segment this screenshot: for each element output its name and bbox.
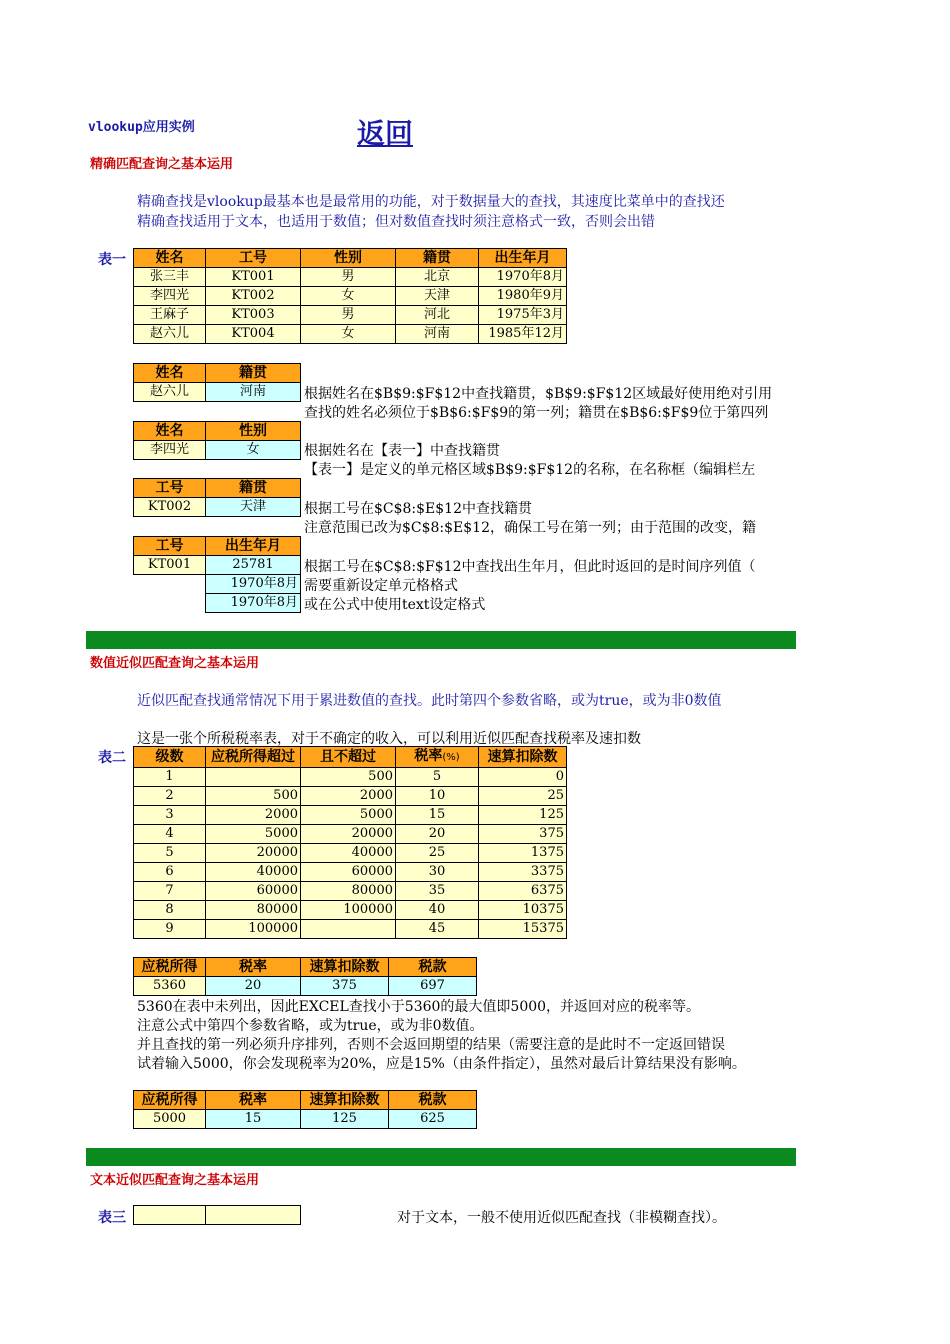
lookup-key-cell[interactable]: 李四光 [134, 441, 206, 460]
table-cell[interactable]: 10 [396, 787, 479, 806]
table-cell[interactable]: 0 [479, 768, 567, 787]
tax-rate-table [133, 746, 567, 939]
table-cell[interactable] [134, 1206, 206, 1225]
numeric-note-3: 并且查找的第一列必须升序排列，否则不会返回期望的结果（需要注意的是此时不一定返回错误 [137, 1037, 725, 1053]
table-cell[interactable]: 1970年8月 [479, 268, 567, 287]
numeric-note-4: 试着输入5000，你会发现税率为20%，应是15%（由条件指定），虽然对最后计算结果没有影响。 [137, 1056, 746, 1072]
table-cell[interactable]: 北京 [396, 268, 479, 287]
table-header-cell[interactable]: 姓名 [134, 364, 206, 383]
table-header-cell[interactable]: 且不超过 [301, 747, 396, 768]
table-cell[interactable] [206, 1206, 301, 1225]
table-cell[interactable]: 河南 [396, 325, 479, 344]
numeric-note-1: 5360在表中未列出，因此EXCEL查找小于5360的最大值即5000，并返回对应的税率等。 [137, 999, 701, 1015]
lookup-name-origin [133, 363, 301, 402]
table-row [134, 882, 567, 901]
table-cell[interactable]: 张三丰 [134, 268, 206, 287]
deduction-result-cell[interactable]: 375 [301, 977, 389, 996]
table-header-cell[interactable]: 姓名 [134, 422, 206, 441]
table-row [134, 901, 567, 920]
table-cell[interactable]: 500 [301, 768, 396, 787]
table-row [134, 268, 567, 287]
numeric-desc-2: 这是一张个所税税率表，对于不确定的收入，可以利用近似匹配查找税率及速扣数 [137, 731, 641, 747]
table-cell[interactable]: 15375 [479, 920, 567, 939]
lookup-name-gender [133, 421, 301, 460]
lookup-result-cell[interactable]: 河南 [206, 383, 301, 402]
table-cell[interactable]: 女 [301, 287, 396, 306]
table-cell[interactable]: 1375 [479, 844, 567, 863]
table-cell[interactable]: 500 [206, 787, 301, 806]
exact-heading: 精确匹配查询之基本运用 [90, 157, 234, 172]
rate-result-cell[interactable]: 15 [206, 1110, 301, 1129]
numeric-note-2: 注意公式中第四个参数省略，或为true，或为非0数值。 [137, 1018, 484, 1034]
table-header-cell[interactable]: 速算扣除数 [479, 747, 567, 768]
rate-unit-text: (%) [442, 752, 460, 763]
table-header-cell[interactable]: 应税所得超过 [206, 747, 301, 768]
sheet-title: vlookup应用实例 [88, 120, 195, 135]
table-cell[interactable]: 40 [396, 901, 479, 920]
table-cell[interactable] [206, 768, 301, 787]
table-header-cell[interactable]: 籍贯 [396, 249, 479, 268]
lookup4-note-2: 需要重新设定单元格格式 [304, 578, 458, 594]
table-row [134, 825, 567, 844]
table-header-cell[interactable]: 工号 [134, 537, 206, 556]
table-cell[interactable]: KT004 [206, 325, 301, 344]
exact-desc-2: 精确查找适用于文本，也适用于数值；但对数值查找时须注意格式一致，否则会出错 [137, 214, 655, 230]
table-header-row [134, 747, 567, 768]
table-cell[interactable]: 25 [396, 844, 479, 863]
table-row [134, 768, 567, 787]
table-cell[interactable]: 5000 [206, 825, 301, 844]
table-cell[interactable]: 25 [479, 787, 567, 806]
table-header-cell[interactable]: 性别 [301, 249, 396, 268]
table-three [133, 1205, 301, 1225]
birth-formatted-cells [205, 574, 301, 613]
tax-calc-table-2 [133, 1090, 477, 1129]
table-cell[interactable] [301, 920, 396, 939]
table2-label: 表二 [98, 750, 126, 766]
exact-desc-1: 精确查找是vlookup最基本也是最常用的功能，对于数据量大的查找，其速度比菜单中的查找还 [137, 194, 725, 210]
rate-header-text: 税率 [414, 748, 443, 764]
numeric-heading: 数值近似匹配查询之基本运用 [90, 656, 260, 671]
lookup-key-cell[interactable]: KT002 [134, 498, 206, 517]
formatted-date-cell[interactable]: 1970年8月 [206, 575, 301, 594]
table3-label: 表三 [98, 1210, 126, 1226]
table-one [133, 248, 567, 344]
table-cell[interactable]: 2 [134, 787, 206, 806]
table-cell[interactable]: 5 [134, 844, 206, 863]
table-header-cell[interactable]: 应税所得 [134, 1091, 206, 1110]
table-header-cell[interactable]: 税率 [206, 1091, 301, 1110]
table-cell[interactable]: 10375 [479, 901, 567, 920]
table-cell[interactable]: 3375 [479, 863, 567, 882]
tax-result-cell[interactable]: 625 [389, 1110, 477, 1129]
table-cell[interactable]: 60000 [301, 863, 396, 882]
table-cell[interactable]: 1985年12月 [479, 325, 567, 344]
table-header-cell[interactable]: 应税所得 [134, 958, 206, 977]
table-row [134, 787, 567, 806]
table-cell[interactable]: 35 [396, 882, 479, 901]
income-input-cell[interactable]: 5000 [134, 1110, 206, 1129]
table-cell[interactable]: 375 [479, 825, 567, 844]
tax-calc-table [133, 957, 477, 996]
lookup4-note-3: 或在公式中使用text设定格式 [304, 597, 486, 613]
table-cell[interactable]: 1 [134, 768, 206, 787]
table-cell[interactable]: 河北 [396, 306, 479, 325]
table-cell[interactable]: 30 [396, 863, 479, 882]
table-cell[interactable]: 80000 [301, 882, 396, 901]
table-cell[interactable]: 3 [134, 806, 206, 825]
table-cell[interactable]: 6 [134, 863, 206, 882]
lookup-id-birth [133, 536, 301, 575]
table-cell[interactable]: 45 [396, 920, 479, 939]
income-input-cell[interactable]: 5360 [134, 977, 206, 996]
table-cell[interactable]: 20000 [206, 844, 301, 863]
text-note: 对于文本，一般不使用近似匹配查找（非模糊查找）。 [397, 1210, 726, 1226]
table-cell[interactable]: 8 [134, 901, 206, 920]
table-header-cell[interactable]: 速算扣除数 [301, 958, 389, 977]
table-cell[interactable]: KT001 [206, 268, 301, 287]
table-header-cell[interactable]: 性别 [206, 422, 301, 441]
lookup3-note-2: 注意范围已改为$C$8:$E$12，确保工号在第一列；由于范围的改变，籍 [304, 520, 756, 536]
table-header-cell[interactable] [396, 747, 479, 768]
table-cell[interactable]: 赵六儿 [134, 325, 206, 344]
table-header-cell[interactable]: 出生年月 [206, 537, 301, 556]
table-header-cell[interactable]: 税率 [206, 958, 301, 977]
table-cell[interactable]: 4 [134, 825, 206, 844]
table-row [134, 863, 567, 882]
lookup-id-origin [133, 478, 301, 517]
table-cell[interactable]: 1975年3月 [479, 306, 567, 325]
table-cell[interactable]: 15 [396, 806, 479, 825]
table-header-row [134, 249, 567, 268]
lookup4-note-1: 根据工号在$C$8:$F$12中查找出生年月，但此时返回的是时间序列值（ [304, 559, 756, 575]
table-cell[interactable]: 125 [479, 806, 567, 825]
table-header-cell[interactable]: 级数 [134, 747, 206, 768]
table-cell[interactable]: 9 [134, 920, 206, 939]
section-divider [86, 1148, 796, 1166]
table-header-cell[interactable]: 工号 [206, 249, 301, 268]
table-cell[interactable]: 20000 [301, 825, 396, 844]
table-cell[interactable]: 1980年9月 [479, 287, 567, 306]
table-cell[interactable]: 女 [301, 325, 396, 344]
table-cell[interactable]: 100000 [206, 920, 301, 939]
table-row [134, 325, 567, 344]
table-cell[interactable]: 40000 [206, 863, 301, 882]
table-header-cell[interactable]: 出生年月 [479, 249, 567, 268]
numeric-desc-1: 近似匹配查找通常情况下用于累进数值的查找。此时第四个参数省略，或为true，或为非0数值 [137, 693, 722, 709]
table-cell[interactable]: KT003 [206, 306, 301, 325]
table-cell[interactable]: 2000 [301, 787, 396, 806]
tax-result-cell[interactable]: 697 [389, 977, 477, 996]
table-row [134, 306, 567, 325]
table-header-cell[interactable]: 速算扣除数 [301, 1091, 389, 1110]
formatted-date-cell[interactable]: 1970年8月 [206, 594, 301, 613]
table-cell[interactable]: 男 [301, 268, 396, 287]
table-cell[interactable]: 20 [396, 825, 479, 844]
table-cell[interactable]: 李四光 [134, 287, 206, 306]
deduction-result-cell[interactable]: 125 [301, 1110, 389, 1129]
table-header-cell[interactable]: 籍贯 [206, 364, 301, 383]
lookup-result-cell[interactable]: 25781 [206, 556, 301, 575]
table-header-cell[interactable]: 姓名 [134, 249, 206, 268]
lookup-result-cell[interactable]: 女 [206, 441, 301, 460]
lookup2-note-2: 【表一】是定义的单元格区域$B$9:$F$12的名称，在名称框（编辑栏左 [304, 462, 756, 478]
table-header-cell[interactable]: 税款 [389, 958, 477, 977]
table-cell[interactable]: 天津 [396, 287, 479, 306]
table-row [134, 844, 567, 863]
table-header-cell[interactable]: 工号 [134, 479, 206, 498]
lookup-key-cell[interactable]: 赵六儿 [134, 383, 206, 402]
table-cell[interactable]: 6375 [479, 882, 567, 901]
lookup2-note-1: 根据姓名在【表一】中查找籍贯 [304, 443, 500, 459]
table-cell[interactable]: 5 [396, 768, 479, 787]
table-cell[interactable]: 100000 [301, 901, 396, 920]
table-cell[interactable]: KT002 [206, 287, 301, 306]
table-row [134, 806, 567, 825]
table-cell[interactable]: 40000 [301, 844, 396, 863]
return-link[interactable]: 返回 [357, 117, 414, 150]
lookup-result-cell[interactable]: 天津 [206, 498, 301, 517]
table-cell[interactable]: 7 [134, 882, 206, 901]
table1-label: 表一 [98, 252, 126, 268]
lookup1-note-2: 查找的姓名必须位于$B$6:$F$9的第一列；籍贯在$B$6:$F$9位于第四列 [304, 405, 769, 421]
table-cell[interactable]: 男 [301, 306, 396, 325]
table-cell[interactable]: 王麻子 [134, 306, 206, 325]
table-header-cell[interactable]: 税款 [389, 1091, 477, 1110]
table-cell[interactable]: 60000 [206, 882, 301, 901]
table-row [134, 287, 567, 306]
section-divider [86, 631, 796, 649]
table-cell[interactable]: 5000 [301, 806, 396, 825]
rate-result-cell[interactable]: 20 [206, 977, 301, 996]
table-header-cell[interactable]: 籍贯 [206, 479, 301, 498]
table-cell[interactable]: 80000 [206, 901, 301, 920]
table-cell[interactable]: 2000 [206, 806, 301, 825]
lookup3-note-1: 根据工号在$C$8:$E$12中查找籍贯 [304, 501, 532, 517]
text-heading: 文本近似匹配查询之基本运用 [90, 1173, 260, 1188]
table-row [134, 920, 567, 939]
lookup1-note-1: 根据姓名在$B$9:$F$12中查找籍贯，$B$9:$F$12区域最好使用绝对引用 [304, 386, 773, 402]
lookup-key-cell[interactable]: KT001 [134, 556, 206, 575]
